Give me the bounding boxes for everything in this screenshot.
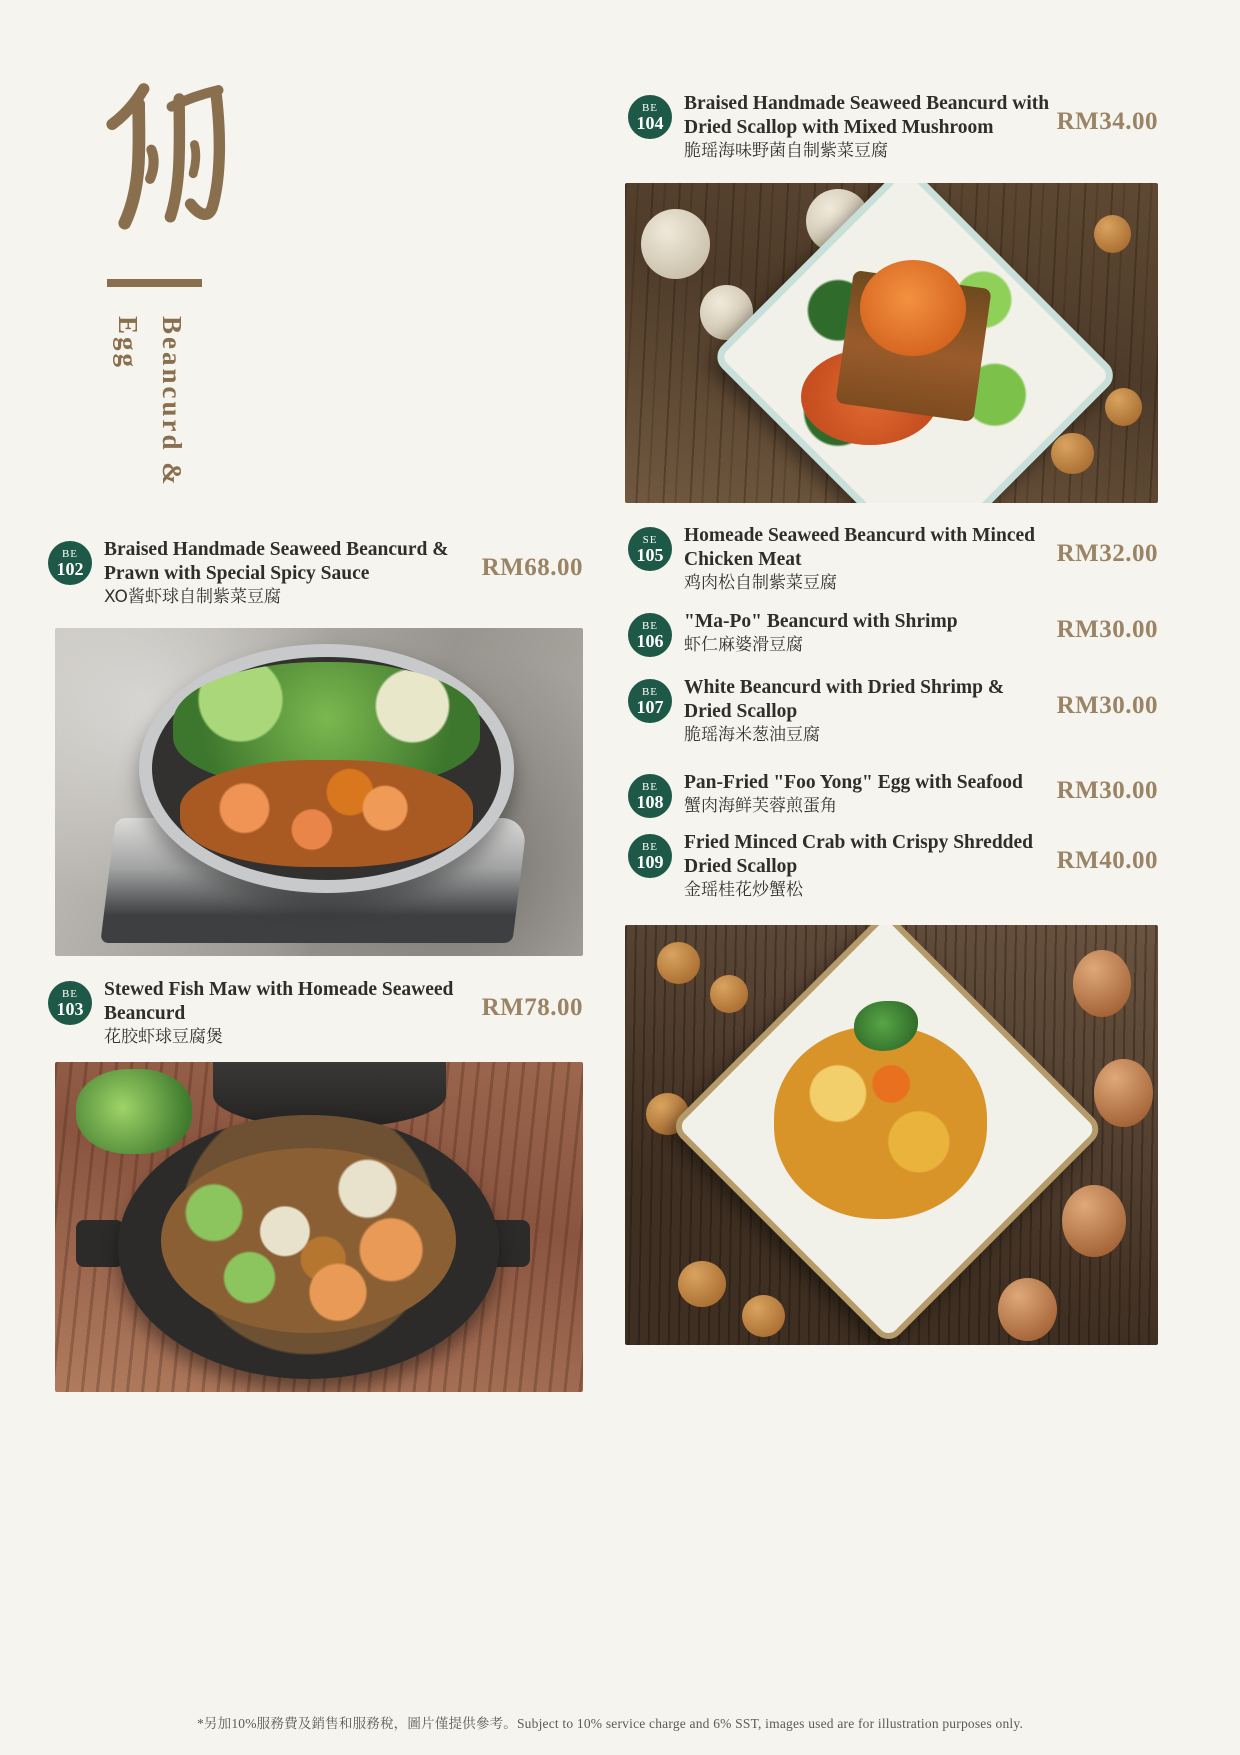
item-code-badge [628, 679, 672, 723]
section-title-vertical [102, 316, 194, 576]
dish-photo-102 [55, 628, 583, 956]
lettuce-art [76, 1069, 192, 1155]
item-code-number: 109 [636, 851, 664, 872]
item-name-zh: 鸡肉松自制紫菜豆腐 [684, 573, 837, 593]
item-price: RM30.00 [1056, 692, 1158, 719]
item-name: Braised Handmade Seaweed Beancurd with [684, 93, 1050, 114]
item-code-badge [628, 613, 672, 657]
menu-item-106 [628, 610, 1158, 657]
item-code-prefix: BE [641, 840, 659, 853]
section-title-line2: Egg [113, 316, 143, 371]
item-code-prefix: BE [61, 547, 79, 560]
dish-photo-103 [55, 1062, 583, 1392]
menu-item-104 [628, 92, 1158, 163]
scallop-art [1051, 433, 1094, 475]
item-name-zh: 花胶虾球豆腐煲 [104, 1027, 223, 1047]
item-code-prefix: BE [641, 619, 659, 632]
calligraphy-luan-icon [88, 70, 240, 242]
item-code-number: 108 [636, 791, 664, 812]
item-name: Pan-Fried "Foo Yong" Egg with Seafood [684, 772, 1023, 793]
item-code-prefix: SE [642, 533, 658, 546]
item-price: RM30.00 [1056, 777, 1158, 804]
item-name-zh: 脆瑶海米葱油豆腐 [684, 725, 820, 745]
item-code-number: 105 [636, 544, 664, 565]
scallop-art [1094, 215, 1131, 253]
item-code-prefix: BE [641, 780, 659, 793]
item-code-badge [628, 774, 672, 818]
menu-item-109 [628, 831, 1158, 902]
item-name-zh: 蟹肉海鲜芙蓉煎蛋角 [684, 796, 837, 816]
item-name: Homeade Seaweed Beancurd with Minced [684, 525, 1035, 546]
item-name: Dried Scallop with Mixed Mushroom [684, 117, 994, 138]
scallop-art [742, 1295, 785, 1337]
item-name-zh: 金瑶桂花炒蟹松 [684, 880, 803, 900]
fried-rice-art [774, 1026, 987, 1219]
item-code-number: 102 [56, 558, 84, 579]
floss-art [860, 260, 967, 356]
section-divider [107, 279, 202, 287]
item-name: Braised Handmade Seaweed Beancurd & [104, 539, 449, 560]
scallop-art [657, 942, 700, 984]
dish-photo-104 [625, 183, 1158, 503]
menu-item-103 [48, 978, 583, 1049]
egg-art [998, 1278, 1057, 1341]
mushroom-art [641, 209, 710, 279]
item-name-zh: XO酱虾球自制紫菜豆腐 [104, 587, 281, 607]
egg-art [1062, 1185, 1126, 1256]
pot-art [139, 644, 513, 893]
footer-note: *另加10%服務費及銷售和服務稅，圖片僅提供參考。Subject to 10% service charge and 6% SST, images used are for illustration purposes only. [196, 1716, 1024, 1731]
item-price: RM68.00 [481, 554, 583, 581]
item-name: Dried Scallop [684, 856, 798, 877]
item-name: "Ma-Po" Beancurd with Shrimp [684, 611, 958, 632]
item-name: White Beancurd with Dried Shrimp & [684, 677, 1005, 698]
menu-item-107 [628, 676, 1158, 747]
dish-photo-109 [625, 925, 1158, 1345]
item-code-badge [628, 527, 672, 571]
item-code-prefix: BE [61, 987, 79, 1000]
item-code-badge [48, 981, 92, 1025]
item-code-prefix: BE [641, 101, 659, 114]
item-code-number: 107 [636, 696, 664, 717]
egg-art [1094, 1059, 1153, 1126]
scallop-art [1105, 388, 1142, 426]
item-name: Beancurd [104, 1003, 186, 1024]
item-name-zh: 脆瑶海味野菌自制紫菜豆腐 [684, 141, 888, 161]
pot-handle-art [76, 1220, 124, 1266]
section-title-line1: Beancurd & [157, 316, 187, 488]
item-price: RM40.00 [1056, 847, 1158, 874]
item-name: Chicken Meat [684, 549, 802, 570]
item-price: RM34.00 [1056, 108, 1158, 135]
menu-item-102 [48, 538, 583, 609]
item-name: Fried Minced Crab with Crispy Shredded [684, 832, 1034, 853]
stew-art [161, 1148, 457, 1333]
egg-art [1073, 950, 1132, 1017]
item-code-number: 103 [56, 998, 84, 1019]
item-price: RM32.00 [1056, 540, 1158, 567]
item-code-badge [628, 95, 672, 139]
item-price: RM78.00 [481, 994, 583, 1021]
item-code-badge [48, 541, 92, 585]
scallop-art [678, 1261, 726, 1307]
item-name: Dried Scallop [684, 701, 798, 722]
item-code-number: 106 [636, 630, 664, 651]
menu-item-105 [628, 524, 1158, 595]
item-code-badge [628, 834, 672, 878]
menu-item-108 [628, 771, 1158, 818]
item-name: Prawn with Special Spicy Sauce [104, 563, 370, 584]
stew-art [180, 760, 473, 867]
item-price: RM30.00 [1056, 616, 1158, 643]
item-name: Stewed Fish Maw with Homeade Seaweed [104, 979, 454, 1000]
item-code-prefix: BE [641, 685, 659, 698]
scallop-art [710, 975, 747, 1013]
item-code-number: 104 [636, 112, 664, 133]
item-name-zh: 虾仁麻婆滑豆腐 [684, 635, 803, 655]
